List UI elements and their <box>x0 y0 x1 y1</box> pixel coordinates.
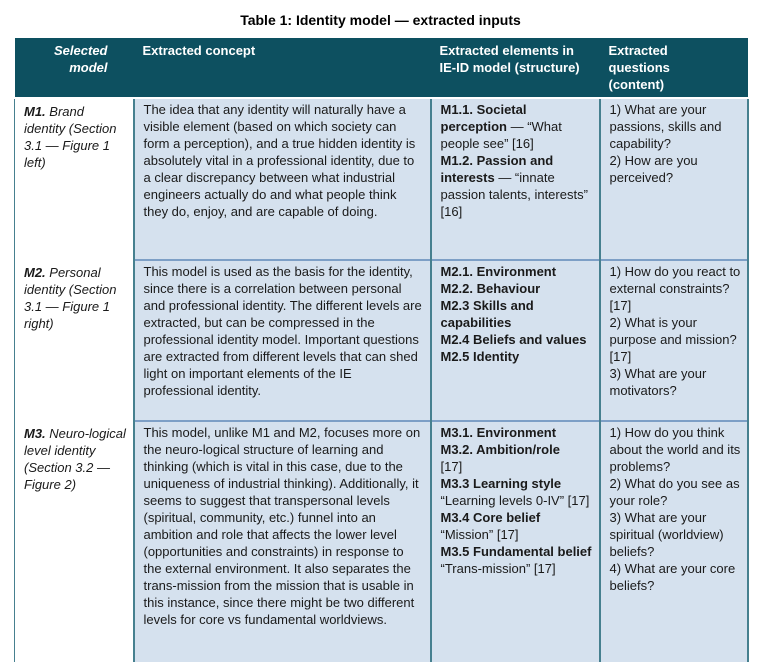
m1-model-cell <box>15 98 134 260</box>
m3-questions-cell <box>600 421 748 662</box>
m2-questions-cell <box>600 260 748 421</box>
m3-question-2: 2) What do you see as your role? <box>609 476 740 508</box>
m2-model-cell <box>15 260 134 421</box>
table-caption: Table 1: Identity model — extracted inputs <box>240 12 521 28</box>
m2-question-3: 3) What are your motivators? <box>609 366 707 398</box>
col-header-selected-model-label: Selected model <box>54 43 108 75</box>
m3-question-1: 1) How do you think about the world and its problems? <box>609 425 741 474</box>
m2-structure-item-4-term: M2.4 Beliefs and values <box>440 332 587 347</box>
m3-model-id: M3. <box>24 426 46 441</box>
m2-structure-item-2-term: M2.2. Behaviour <box>440 281 541 296</box>
m3-structure-item-4-desc: “Mission” [17] <box>440 527 519 542</box>
m1-question-2: 2) How are you perceived? <box>609 153 698 185</box>
col-header-extracted-questions <box>600 38 748 98</box>
m2-concept-cell: This model is used as the basis for the identity, since there is a correlation between personal and professional identity. The different levels are extracted, but can be compressed in the professional identity model. Important questions are extracted from different levels that can shed light on important elements of the IE professional identity. <box>134 260 431 421</box>
m1-model-id: M1. <box>24 104 46 119</box>
m3-structure-item-2 <box>441 441 593 475</box>
m3-structure-item-4-term: M3.4 Core belief <box>440 510 541 525</box>
m3-structure-item-5-desc: “Trans-mission” [17] <box>440 561 556 576</box>
m3-structure-item-4 <box>441 509 593 543</box>
m2-structure-item-1-term: M2.1. Environment <box>440 264 557 279</box>
header-row <box>15 38 748 98</box>
m3-structure-item-1-term: M3.1. Environment <box>440 425 557 440</box>
m3-model-label: Neuro-logical level identity (Section 3.2 — Figure 2) <box>24 426 126 492</box>
m1-structure-item-1 <box>441 101 593 152</box>
col-header-extracted-concept-label: Extracted concept <box>142 43 256 58</box>
table-row-m3 <box>15 421 748 662</box>
m2-structure-item-3-term: M2.3 Skills and capabilities <box>440 298 534 330</box>
m3-question-4: 4) What are your core beliefs? <box>609 561 736 593</box>
col-header-extracted-questions-label: Extracted questions (content) <box>608 43 670 92</box>
col-header-extracted-elements <box>431 38 600 98</box>
m1-structure-item-2-term: M1.2. Passion and interests <box>440 153 554 185</box>
m2-model-id: M2. <box>24 265 46 280</box>
m3-structure-item-2-desc: [17] <box>440 459 463 474</box>
m1-structure-item-2 <box>441 152 593 220</box>
m3-structure-item-5-term: M3.5 Fundamental belief <box>440 544 592 559</box>
col-header-extracted-elements-label: Extracted elements in IE-ID model (structure) <box>439 43 580 75</box>
m3-question-3: 3) What are your spiritual (worldview) beliefs? <box>609 510 724 559</box>
m2-structure-item-5-term: M2.5 Identity <box>440 349 520 364</box>
col-header-extracted-concept <box>134 38 431 98</box>
m1-model-label: Brand identity (Section 3.1 — Figure 1 left) <box>24 104 117 170</box>
m3-concept-cell: This model, unlike M1 and M2, focuses more on the neuro-logical structure of learning and thinking (which is vital in this case, due to the uniqueness of industrial thinking). Additionally, it seems to suggest that transpersonal levels (spiritual, community, etc.) funnel into an ambition and role that affects the lower level (opportunities and constraints) in response to the external environment. It also separates the trans-mission from the mission that is usable in this instance, since there might be two different levels for core vs fundamental worldviews. <box>134 421 431 662</box>
m3-structure-cell <box>431 421 600 662</box>
col-header-selected-model <box>15 38 134 98</box>
m2-structure-item-3 <box>441 297 593 331</box>
m3-structure-item-3 <box>441 475 593 509</box>
m1-concept-cell: The idea that any identity will naturally have a visible element (based on which society can form a perception), and a true hidden identity is absolutely vital in a professional identity, due to a clear discrepancy between what industrial engineers actually do and what people think they do, enjoy, and are capable of doing. <box>134 98 431 260</box>
m1-structure-item-2-desc: — “innate passion talents, interests” [16] <box>440 170 588 219</box>
table-row-m2 <box>15 260 748 421</box>
table-row-m1 <box>15 98 748 260</box>
identity-model-table <box>14 38 749 662</box>
m3-structure-item-3-term: M3.3 Learning style <box>440 476 562 491</box>
m1-questions-cell <box>600 98 748 260</box>
m2-question-2: 2) What is your purpose and mission? [17] <box>609 315 737 364</box>
m2-structure-cell <box>431 260 600 421</box>
m2-question-1: 1) How do you react to external constraints? [17] <box>609 264 741 313</box>
m3-structure-item-3-desc: “Learning levels 0-IV” [17] <box>440 493 590 508</box>
m3-model-cell <box>15 421 134 662</box>
m1-structure-cell <box>431 98 600 260</box>
m3-structure-item-1 <box>441 424 593 441</box>
m2-structure-item-4 <box>441 331 593 348</box>
m1-structure-item-1-term: M1.1. Societal perception <box>440 102 527 134</box>
m2-structure-item-2 <box>441 280 593 297</box>
m2-structure-item-1 <box>441 263 593 280</box>
m1-question-1: 1) What are your passions, skills and capability? <box>609 102 722 151</box>
m3-structure-item-5 <box>441 543 593 577</box>
m2-model-label: Personal identity (Section 3.1 — Figure 1 right) <box>24 265 117 331</box>
m1-structure-item-1-desc: — “What people see” [16] <box>440 119 562 151</box>
m3-structure-item-2-term: M3.2. Ambition/role <box>440 442 560 457</box>
m2-structure-item-5 <box>441 348 593 365</box>
